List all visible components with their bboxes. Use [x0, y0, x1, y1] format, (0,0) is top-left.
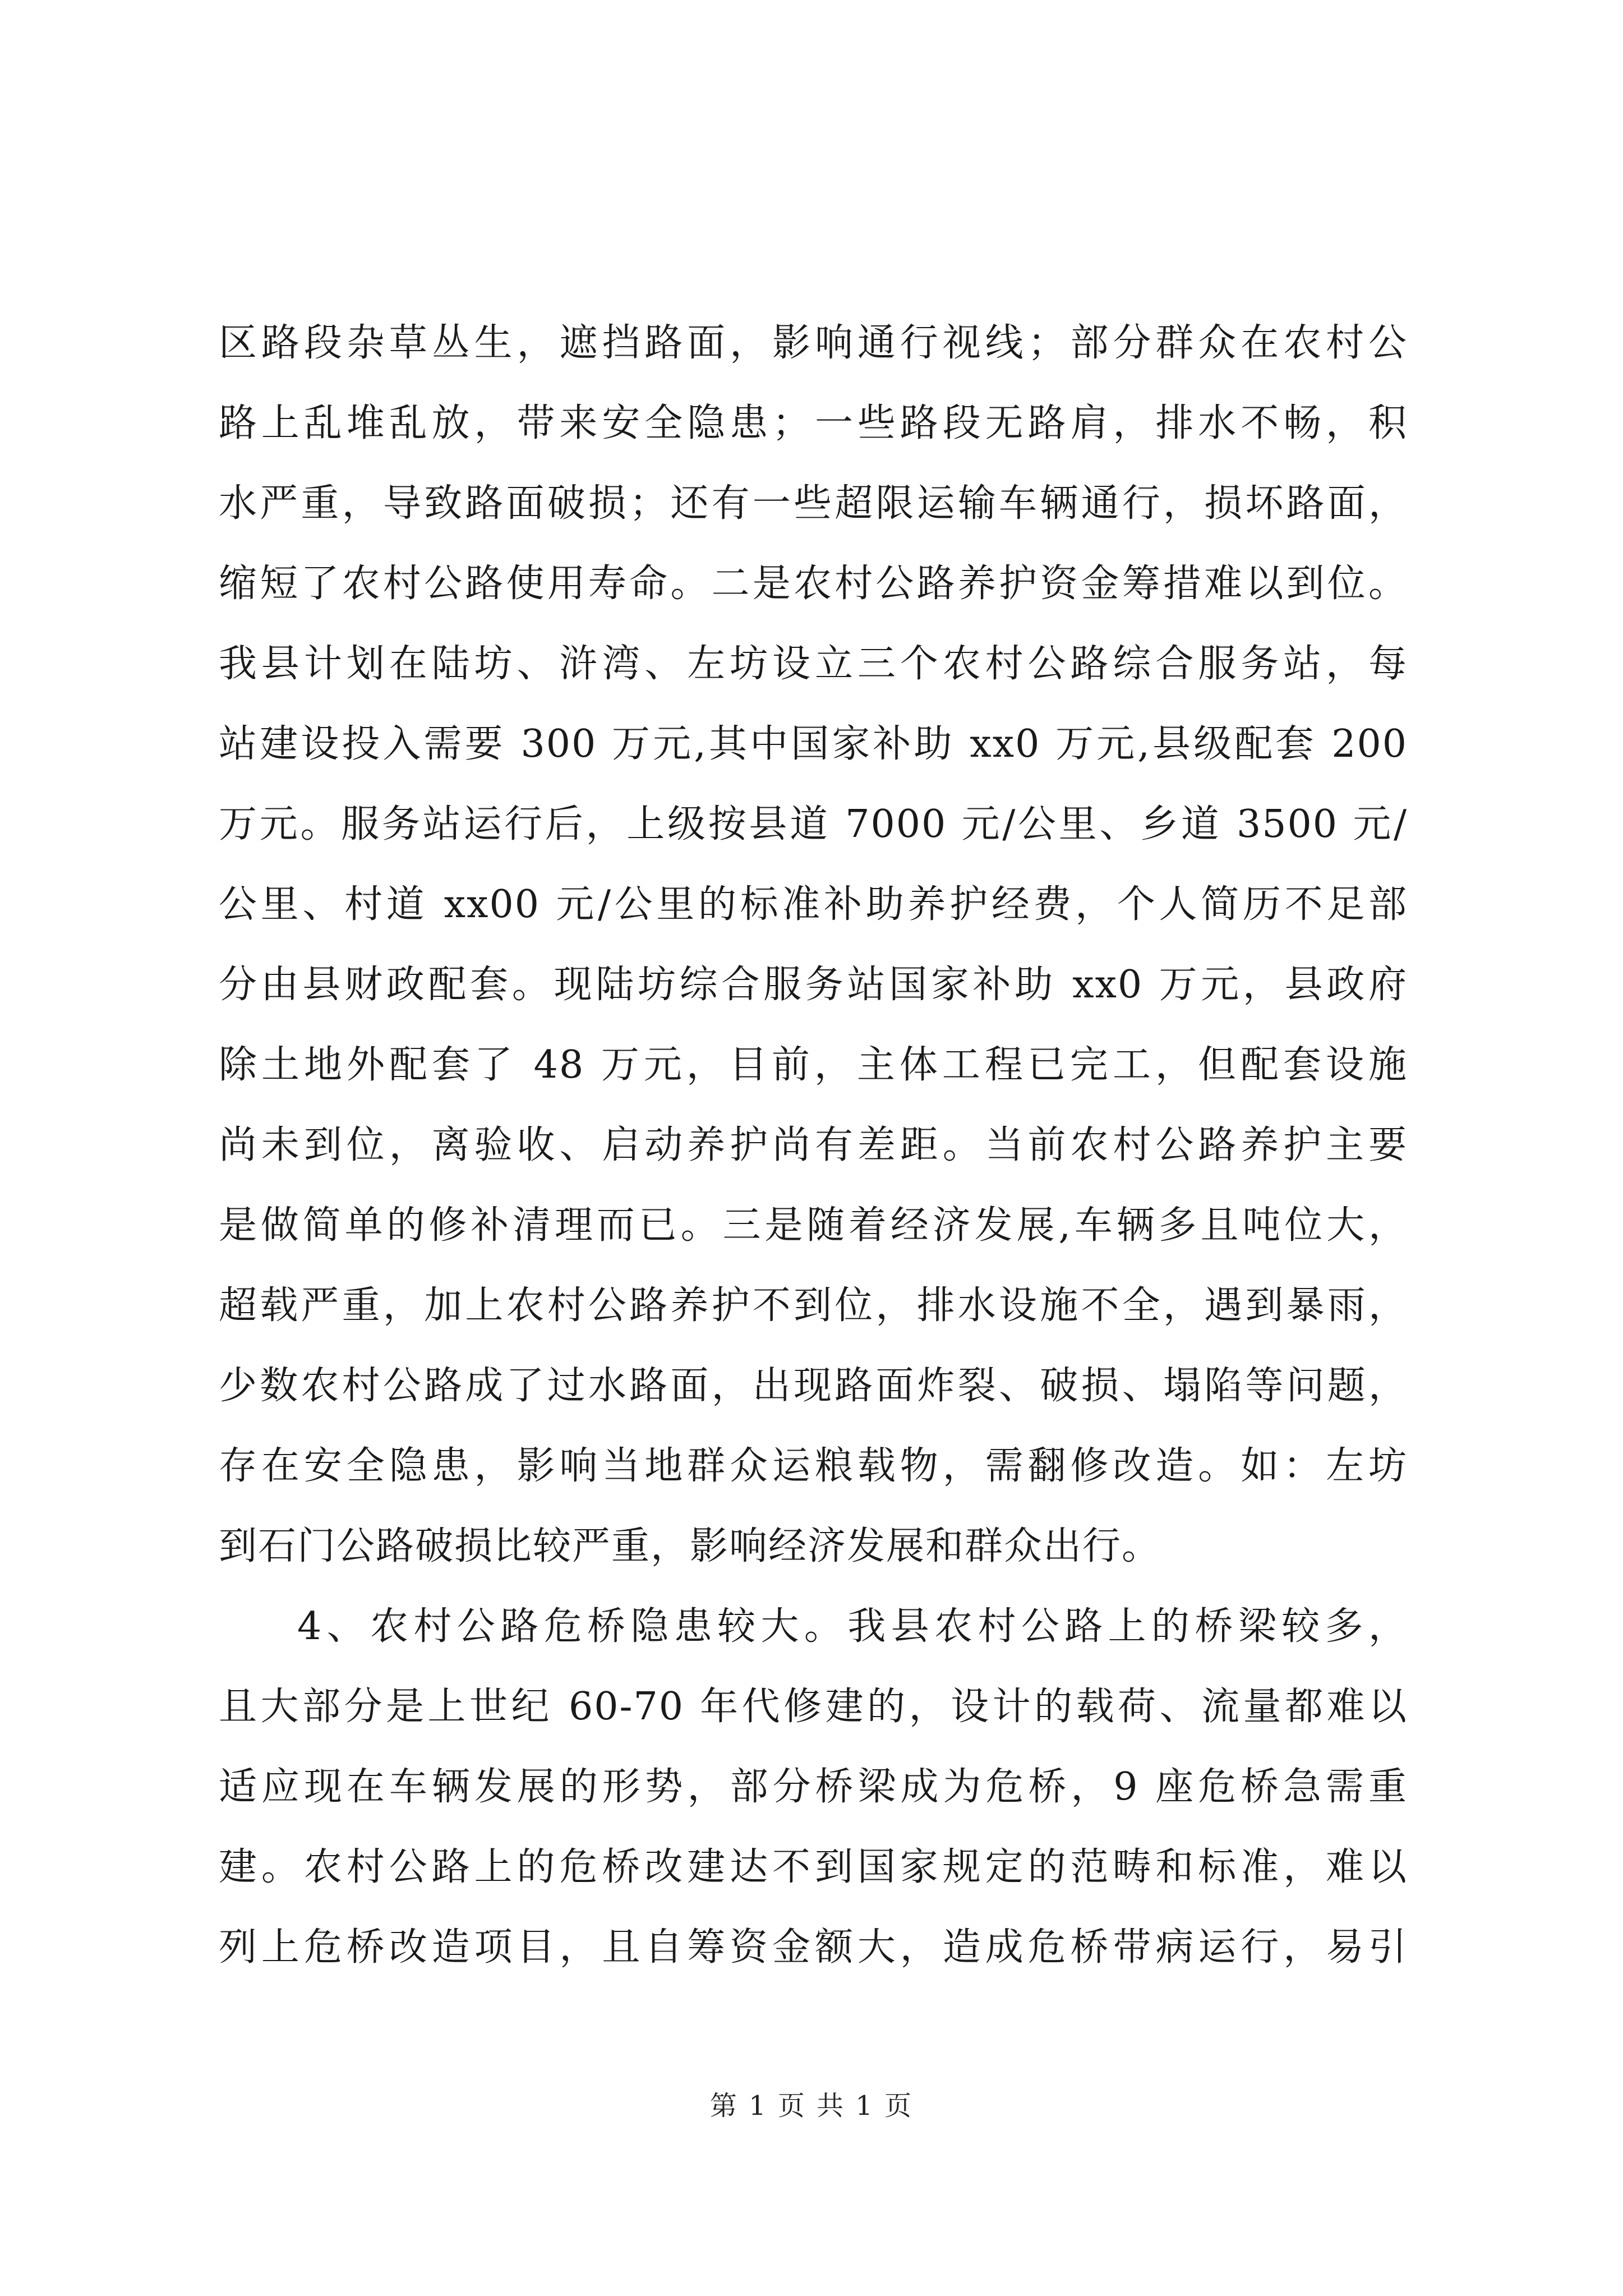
- paragraph-end-line: 到石门公路破损比较严重，影响经济发展和群众出行。: [219, 1524, 1161, 1568]
- text-line: 列上危桥改造项目，且自筹资金额大，造成危桥带病运行，易引: [219, 1925, 1408, 1970]
- text-line: 分由县财政配套。现陆坊综合服务站国家补助 xx0 万元，县政府: [219, 963, 1408, 1007]
- body-text: [219, 303, 1408, 1987]
- text-line: 少数农村公路成了过水路面，出现路面炸裂、破损、塌陷等问题，: [219, 1364, 1408, 1408]
- text-line: 存在安全隐患，影响当地群众运粮载物，需翻修改造。如：左坊: [219, 1444, 1408, 1488]
- text-line: 缩短了农村公路使用寿命。二是农村公路养护资金筹措难以到位。: [219, 562, 1408, 606]
- text-line: 且大部分是上世纪 60-70 年代修建的，设计的载荷、流量都难以: [219, 1685, 1408, 1729]
- text-line: 适应现在车辆发展的形势，部分桥梁成为危桥，9 座危桥急需重: [219, 1765, 1408, 1809]
- text-line: 站建设投入需要 300 万元,其中国家补助 xx0 万元,县级配套 200: [219, 722, 1408, 766]
- text-line: 除土地外配套了 48 万元，目前，主体工程已完工，但配套设施: [219, 1043, 1408, 1087]
- text-line: 路上乱堆乱放，带来安全隐患；一些路段无路肩，排水不畅，积: [219, 401, 1408, 445]
- text-line: 建。农村公路上的危桥改建达不到国家规定的范畴和标准，难以: [219, 1845, 1408, 1889]
- paragraph-start-line: 4、农村公路危桥隐患较大。我县农村公路上的桥梁较多，: [297, 1604, 1408, 1649]
- text-line: 超载严重，加上农村公路养护不到位，排水设施不全，遇到暴雨，: [219, 1283, 1408, 1328]
- text-line: 尚未到位，离验收、启动养护尚有差距。当前农村公路养护主要: [219, 1123, 1408, 1167]
- text-line: 水严重，导致路面破损；还有一些超限运输车辆通行，损坏路面，: [219, 481, 1408, 526]
- text-line: 公里、村道 xx00 元/公里的标准补助养护经费，个人简历不足部: [219, 882, 1408, 927]
- text-line: 区路段杂草丛生，遮挡路面，影响通行视线；部分群众在农村公: [219, 321, 1408, 365]
- text-line: 我县计划在陆坊、浒湾、左坊设立三个农村公路综合服务站，每: [219, 642, 1408, 686]
- text-line: 是做简单的修补清理而已。三是随着经济发展,车辆多且吨位大，: [219, 1203, 1408, 1248]
- text-line: 万元。服务站运行后，上级按县道 7000 元/公里、乡道 3500 元/: [219, 802, 1408, 846]
- page-footer: 第 1 页 共 1 页: [709, 2090, 914, 2122]
